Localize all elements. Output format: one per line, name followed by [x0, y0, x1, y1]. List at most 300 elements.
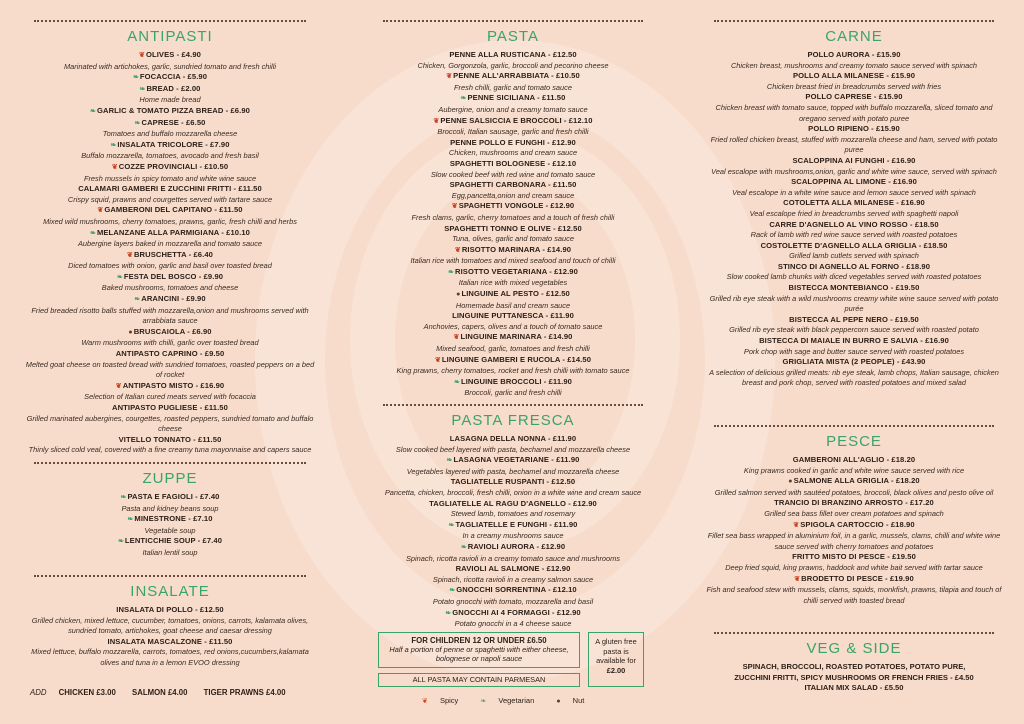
menu-item-name: [22, 381, 318, 393]
menu-item-name: [702, 156, 1006, 167]
menu-item: [702, 156, 1006, 177]
menu-item-description: Slow cooked beef with red wine and tomato sauce: [430, 169, 596, 179]
menu-item-description: Pasta and kidney beans soup: [121, 503, 219, 513]
menu-item-description: King prawns cooked in garlic and white wine sauce served with rice: [743, 465, 965, 475]
menu-item-name: [22, 228, 318, 240]
menu-item: [372, 50, 654, 71]
menu-item: [372, 267, 654, 289]
menu-item-title: SPAGHETTI BOLOGNESE - £12.10: [449, 158, 577, 168]
divider: [714, 632, 994, 634]
menu-item-name: [372, 434, 654, 445]
menu-item-title: BRODETTO DI PESCE - £19.90: [801, 573, 914, 583]
menu-item-description: Deep fried squid, king prawns, haddock and white bait served with tartar sauce: [725, 562, 983, 572]
menu-item-description: Melted goat cheese on toasted bread with sundried tomatoes, roasted peppers on a bed of rocket: [25, 359, 315, 380]
menu-item-name: [372, 542, 654, 554]
menu-item-name: [702, 476, 1006, 488]
menu-item: [22, 349, 318, 381]
divider: [383, 20, 642, 22]
gluten-note-box: [588, 632, 644, 687]
menu-item-description: Slow cooked beef layered with pasta, bechamel and mozzarella cheese: [395, 444, 631, 454]
menu-list: [702, 455, 1006, 606]
menu-item-description: Chicken, Gorgonzola, garlic, broccoli and pecorino cheese: [417, 60, 609, 70]
menu-item-title: RAVIOLI AURORA - £12.90: [467, 541, 566, 551]
divider: [34, 462, 306, 464]
menu-item-name: [372, 585, 654, 597]
menu-item: [372, 564, 654, 585]
menu-item-name: [22, 327, 318, 339]
menu-item-name: [22, 272, 318, 284]
menu-item-name: [702, 50, 1006, 61]
menu-item-name: [22, 205, 318, 217]
menu-item-title: LINGUINE AL PESTO - £12.50: [461, 289, 570, 299]
chilli-icon: ❦: [794, 575, 801, 583]
menu-item-name: [372, 455, 654, 467]
gluten-note: A gluten free pasta is available for: [595, 637, 637, 665]
menu-item: [372, 434, 654, 455]
leaf-icon: ❧: [449, 587, 456, 595]
menu-item-description: Mixed seafood, garlic, tomatoes and fresh chilli: [436, 344, 590, 354]
menu-item-description: In a creamy mushrooms sauce: [462, 531, 564, 541]
menu-item-description: Diced tomatoes with onion, garlic and basil over toasted bread: [68, 261, 272, 271]
leaf-icon: ❧: [89, 229, 96, 237]
leaf-icon: ❧: [127, 516, 134, 524]
section-title: CARNE: [825, 28, 883, 45]
nut-icon: ●: [556, 698, 561, 705]
menu-list: [372, 434, 654, 630]
menu-item-name: [702, 283, 1006, 294]
menu-item: [22, 118, 318, 140]
menu-item-name: [702, 71, 1006, 82]
menu-item-title: LASAGNA VEGETARIANE - £11.90: [453, 455, 580, 465]
menu-item: [22, 435, 318, 456]
chilli-icon: ❦: [454, 246, 461, 254]
menu-item-name: [22, 536, 318, 548]
menu-item-title: PENNE POLLO E FUNGHI - £12.90: [450, 137, 576, 147]
menu-item: [22, 294, 318, 327]
menu-item-title: CARRE D'AGNELLO AL VINO ROSSO - £18.50: [769, 219, 939, 229]
menu-item-title: BRUSCHETTA - £6.40: [133, 249, 213, 259]
menu-item-title: VITELLO TONNATO - £11.50: [118, 434, 222, 444]
menu-item-title: ANTIPASTO MISTO - £16.90: [122, 380, 225, 390]
menu-item: [702, 92, 1006, 124]
menu-item-name: [372, 159, 654, 170]
add-label: ADD: [30, 688, 47, 697]
menu-item: [702, 336, 1006, 357]
menu-item-name: [702, 336, 1006, 347]
menu-item-title: POLLO AURORA - £15.90: [807, 50, 901, 59]
section-antipasti: [22, 20, 318, 456]
menu-item-description: Anchovies, capers, olives and a touch of tomato sauce: [423, 321, 603, 331]
menu-item-name: [22, 140, 318, 152]
side-line: SPINACH, BROCCOLI, ROASTED POTATOES, POTATO PURE,: [742, 662, 966, 671]
menu-item-description: Grilled rib eye steak with black peppercorn sauce served with roasted potato: [729, 325, 979, 335]
menu-item-name: [22, 72, 318, 84]
add-option: CHICKEN £3.00: [58, 688, 116, 697]
side-line: ITALIAN MIX SALAD - £5.50: [804, 683, 904, 692]
menu-item-title: SCALOPPINA AL LIMONE - £16.90: [791, 177, 917, 187]
menu-item-description: Grilled chicken, mixed lettuce, cucumber, tomatoes, onions, carrots, kalamata olives, sundried tomato, artichokes, goat cheese and caesar dressing: [31, 615, 309, 636]
menu-item: [702, 498, 1006, 519]
divider: [34, 575, 306, 577]
menu-item-name: [22, 514, 318, 526]
menu-item-description: Warm mushrooms with chilli, garlic over toasted bread: [81, 338, 259, 348]
menu-item-title: ANTIPASTO CAPRINO - £9.50: [115, 349, 225, 359]
menu-item-description: Broccoli, Italian sausage, garlic and fresh chilli: [437, 127, 589, 137]
menu-item-name: [702, 498, 1006, 509]
leaf-icon: ❧: [453, 378, 460, 386]
leaf-icon: ❧: [134, 296, 141, 304]
section-title: PASTA: [487, 28, 539, 45]
side-line: ZUCCHINI FRITTI, SPICY MUSHROOMS OR FRENCH FRIES - £4.50: [734, 672, 974, 682]
menu-item-name: [372, 116, 654, 128]
menu-item: [372, 520, 654, 542]
leaf-icon: ❧: [110, 141, 117, 149]
menu-item-name: [372, 477, 654, 488]
leaf-icon: ❧: [90, 107, 96, 115]
chilli-icon: ❦: [451, 203, 458, 211]
section-pasta-fresca: [372, 404, 654, 630]
menu-item-description: Home made bread: [139, 95, 201, 105]
menu-item-description: Baked mushrooms, tomatoes and cheese: [101, 283, 239, 293]
chilli-icon: ❦: [453, 334, 460, 342]
menu-item: [372, 608, 654, 630]
legend-nut-label: Nut: [572, 696, 585, 705]
menu-item-description: Italian lentil soup: [142, 547, 198, 557]
menu-item-title: PENNE SALSICCIA E BROCCOLI - £12.10: [440, 115, 593, 125]
leaf-icon: ❧: [132, 74, 139, 82]
menu-item-title: LINGUINE MARINARA - £14.90: [460, 332, 573, 342]
menu-item-title: INSALATA DI POLLO - £12.50: [116, 605, 224, 614]
menu-item-name: [372, 138, 654, 149]
menu-item-name: [22, 435, 318, 446]
menu-item-description: Vegetable soup: [144, 525, 196, 535]
chilli-icon: ❦: [446, 73, 453, 81]
chilli-icon: ❦: [433, 117, 440, 125]
section-insalate: [22, 575, 318, 669]
menu-item-description: Spinach, ricotta ravioli in a creamy tomato sauce and mushrooms: [405, 553, 620, 563]
menu-item-description: Italian rice with mixed vegetables: [458, 278, 568, 288]
menu-item-title: SPIGOLA CARTOCCIO - £18.90: [800, 519, 915, 529]
menu-item-description: Aubergine layers baked in mozzarella and tomato sauce: [77, 239, 263, 249]
menu-item-name: [702, 241, 1006, 252]
add-ons-row: [30, 688, 300, 697]
menu-item-description: Fried breaded risotto balls stuffed with mozzarella,onion and mushrooms served with arrabbiata sauce: [31, 305, 309, 326]
children-desc: Half a portion of penne or spaghetti with either cheese, bolognese or napoli sauce: [389, 645, 569, 663]
menu-item-name: [702, 177, 1006, 188]
menu-item: [22, 84, 318, 106]
menu-item: [702, 71, 1006, 92]
menu-item-description: Slow cooked lamb chunks with diced vegetables served with roasted potatoes: [726, 272, 982, 282]
menu-item-name: [702, 92, 1006, 103]
menu-item-description: Selection of Italian cured meats served with focaccia: [84, 392, 256, 402]
menu-item-name: [702, 315, 1006, 326]
menu-item: [372, 332, 654, 354]
menu-item-title: RAVIOLI AL SALMONE - £12.90: [455, 564, 571, 574]
menu-item-name: [702, 520, 1006, 532]
menu-item: [22, 605, 318, 637]
menu-item-title: FOCACCIA - £5.90: [139, 72, 208, 82]
menu-item-title: SPAGHETTI TONNO E OLIVE - £12.50: [444, 223, 582, 233]
menu-item-title: COSTOLETTE D'AGNELLO ALLA GRIGLIA - £18.50: [760, 240, 948, 250]
menu-item-name: [22, 50, 318, 62]
menu-item-title: LASAGNA DELLA NONNA - £11.90: [449, 434, 577, 443]
menu-item-description: Grilled sea bass fillet over cream potatoes and spinach: [764, 508, 944, 518]
menu-item-name: [372, 180, 654, 191]
menu-item-title: TAGLIATELLE E FUNGHI - £11.90: [455, 519, 578, 529]
chilli-icon: ❦: [115, 382, 122, 390]
chilli-icon: ❦: [97, 207, 104, 215]
menu-item: [22, 162, 318, 184]
menu-item-title: PASTA E FAGIOLI - £7.40: [127, 492, 220, 501]
chilli-icon: ❦: [111, 163, 118, 171]
menu-item-description: A selection of delicious grilled meats: rib eye steak, lamb chops, Italian sausage, chicken breast and pork chop, served with roasted potatoes and mixed salad: [709, 367, 999, 388]
menu-item: [22, 72, 318, 84]
nut-icon: ●: [788, 478, 793, 486]
menu-item-name: [372, 355, 654, 367]
section-title: ANTIPASTI: [127, 28, 213, 45]
menu-item-title: POLLO CAPRESE - £15.90: [805, 92, 903, 102]
menu-item-title: GNOCCHI AI 4 FORMAGGI - £12.90: [452, 607, 581, 617]
legend-nut: [556, 696, 594, 705]
leaf-icon: ❧: [116, 273, 123, 281]
divider: [714, 425, 994, 427]
menu-item: [372, 116, 654, 138]
menu-item-title: TAGLIATELLE RUSPANTI - £12.50: [450, 477, 576, 487]
menu-item: [22, 50, 318, 72]
menu-item-description: Veal escalope with mushrooms,onion, garlic and white wine sauce, served with spinach: [711, 166, 997, 176]
leaf-icon: ❧: [460, 543, 467, 551]
menu-item: [702, 177, 1006, 198]
menu-item-name: [22, 605, 318, 616]
menu-item-title: CAPRESE - £6.50: [141, 117, 206, 127]
menu-item: [702, 283, 1006, 315]
menu-item: [22, 250, 318, 272]
menu-item-description: Pancetta, chicken, broccoli, fresh chilli, onion in a white wine and cream sauce: [384, 487, 642, 497]
menu-item-title: CALAMARI GAMBERI E ZUCCHINI FRITTI - £11.50: [78, 184, 262, 194]
menu-item: [372, 499, 654, 520]
menu-item-name: [22, 403, 318, 414]
menu-item-title: ANTIPASTO PUGLIESE - £11.50: [112, 403, 228, 412]
menu-item-title: GAMBERONI ALL'AGLIO - £18.20: [792, 455, 916, 464]
leaf-icon: ❧: [460, 95, 467, 103]
menu-item-title: GNOCCHI SORRENTINA - £12.10: [456, 585, 577, 595]
menu-item-name: [702, 124, 1006, 135]
menu-item-title: TRANCIO DI BRANZINO ARROSTO - £17.20: [774, 498, 934, 508]
menu-item: [22, 514, 318, 536]
menu-item-description: Pork chop with sage and butter sauce served with roasted potatoes: [743, 346, 965, 356]
leaf-icon: ❧: [134, 119, 141, 127]
menu-item: [702, 220, 1006, 241]
menu-item-title: FESTA DEL BOSCO - £9.90: [123, 271, 224, 281]
menu-item-name: [702, 552, 1006, 563]
menu-item: [702, 315, 1006, 336]
menu-item-description: Chicken breast, mushrooms and creamy tomato sauce served with spinach: [730, 60, 978, 70]
menu-item-name: [22, 106, 318, 118]
menu-item-description: Stewed lamb, tomatoes and rosemary: [450, 509, 576, 519]
menu-item-title: LINGUINE BROCCOLI - £11.90: [460, 376, 572, 386]
menu-item-description: Veal escalope in a white wine sauce and lemon sauce served with spinach: [732, 187, 976, 197]
section-carne: [702, 20, 1006, 389]
menu-item: [372, 377, 654, 399]
menu-item-title: STINCO DI AGNELLO AL FORNO - £18.90: [777, 261, 931, 271]
menu-item-title: INSALATA TRICOLORE - £7.90: [117, 139, 230, 149]
menu-item-title: LENTICCHIE SOUP - £7.40: [124, 536, 223, 546]
section-zuppe: [22, 462, 318, 559]
menu-item: [372, 138, 654, 159]
menu-item-description: Aubergine, onion and a creamy tomato sauce: [438, 104, 588, 114]
chilli-icon: ❦: [422, 698, 428, 705]
menu-item-title: SALMONE ALLA GRIGLIA - £18.20: [793, 476, 920, 486]
menu-item: [372, 455, 654, 477]
menu-list: [702, 50, 1006, 389]
menu-item: [702, 198, 1006, 219]
menu-item-description: Potato gnocchi in a 4 cheese sauce: [454, 619, 572, 629]
menu-item-description: Italian rice with tomatoes and mixed seafood and touch of chilli: [410, 256, 616, 266]
menu-item-description: Chicken breast with tomato sauce, topped with buffalo mozzarella, sliced tomato and oregano served with potato puree: [715, 102, 993, 123]
menu-item-title: SPAGHETTI VONGOLE - £12.90: [458, 201, 575, 211]
menu-item-name: [22, 118, 318, 130]
leaf-icon: ❧: [120, 494, 127, 501]
menu-item-description: Fresh clams, garlic, cherry tomatoes and a touch of fresh chilli: [411, 212, 615, 222]
divider: [383, 404, 642, 406]
menu-item-title: GAMBERONI DEL CAPITANO - £11.50: [104, 205, 243, 215]
menu-item: [702, 476, 1006, 498]
menu-item-title: GARLIC & TOMATO PIZZA BREAD - £6.90: [96, 105, 250, 115]
menu-item-name: [372, 520, 654, 532]
menu-item-name: [22, 492, 318, 504]
leaf-icon: ❧: [446, 457, 453, 465]
children-box: [378, 632, 580, 668]
menu-item-description: Grilled rib eye steak with a wild mushrooms creamy white wine sauce served with potato purée: [709, 293, 999, 314]
leaf-icon: ❧: [117, 538, 124, 546]
menu-item-title: ARANCINI - £9.90: [141, 294, 206, 304]
menu-list: [22, 605, 318, 669]
menu-item: [702, 574, 1006, 607]
legend-veg: [480, 696, 544, 705]
menu-item-title: BISTECCA MONTEBIANCO - £19.50: [788, 283, 920, 293]
menu-item: [702, 552, 1006, 573]
divider: [34, 20, 306, 22]
menu-item-name: [372, 245, 654, 257]
menu-item: [702, 455, 1006, 476]
menu-item: [22, 327, 318, 349]
menu-item-title: PENNE ALL'ARRABBIATA - £10.50: [453, 71, 580, 81]
menu-item: [372, 585, 654, 607]
menu-item-title: PENNE SICILIANA - £11.50: [467, 93, 566, 103]
menu-item-description: Rack of lamb with red wine sauce served with roasted potatoes: [750, 230, 958, 240]
menu-item: [22, 381, 318, 403]
menu-item-description: Crispy squid, prawns and courgettes served with tartare sauce: [67, 194, 273, 204]
menu-item-description: Tomatoes and buffalo mozzarella cheese: [102, 129, 238, 139]
section-pasta: [372, 20, 654, 399]
menu-item: [372, 245, 654, 267]
menu-item: [702, 357, 1006, 389]
menu-item-title: COTOLETTA ALLA MILANESE - £16.90: [783, 198, 925, 208]
leaf-icon: ❧: [448, 521, 455, 529]
menu-item-name: [22, 162, 318, 174]
menu-item-title: RISOTTO MARINARA - £14.90: [461, 244, 572, 254]
menu-item-name: [372, 564, 654, 575]
menu-item-name: [22, 294, 318, 306]
menu-item: [372, 477, 654, 498]
menu-item: [702, 241, 1006, 262]
menu-item-name: [702, 574, 1006, 586]
menu-item: [372, 311, 654, 332]
menu-item-description: Mixed lettuce, buffalo mozzarella, carrots, tomatoes, red onions,cucumbers,kalamata olives and tuna in a lemon EVOO dressing: [31, 647, 309, 667]
menu-item-name: [372, 267, 654, 279]
menu-item: [22, 106, 318, 118]
menu-item-description: Egg,pancetta,onion and cream sauce: [451, 190, 575, 200]
menu-item-name: [372, 608, 654, 620]
menu-item-name: [702, 455, 1006, 466]
menu-item-title: BRUSCAIOLA - £6.90: [133, 326, 212, 336]
menu-item-description: Grilled marinated aubergines, courgettes, roasted peppers, sundried tomato and buffalo cheese: [26, 413, 314, 434]
menu-item-title: POLLO ALLA MILANESE - £15.90: [792, 71, 916, 81]
menu-item-name: [702, 262, 1006, 273]
menu-list: [22, 492, 318, 559]
menu-item-title: POLLO RIPIENO - £15.90: [808, 124, 900, 134]
menu-item: [702, 124, 1006, 156]
legend-veg-label: Vegetarian: [498, 696, 535, 705]
menu-item: [372, 355, 654, 377]
section-title: INSALATE: [130, 583, 210, 600]
section-veg-side: [702, 632, 1006, 694]
menu-item-name: [22, 637, 318, 648]
menu-item: [22, 228, 318, 250]
add-option: TIGER PRAWNS £4.00: [203, 688, 286, 697]
menu-item-title: TAGLIATELLE AL RAGU D'AGNELLO - £12.90: [429, 498, 597, 508]
menu-item-description: Marinated with artichokes, garlic, sundried tomato and fresh chilli: [64, 61, 276, 71]
menu-item-title: MINESTRONE - £7.10: [134, 514, 213, 524]
menu-item: [22, 205, 318, 227]
menu-item-title: SCALOPPINA AI FUNGHI - £16.90: [792, 155, 916, 165]
menu-item-title: LINGUINE PUTTANESCA - £11.90: [452, 311, 574, 321]
menu-item-description: Fresh mussels in spicy tomato and white wine sauce: [83, 173, 257, 183]
menu-item-title: LINGUINE GAMBERI E RUCOLA - £14.50: [441, 354, 592, 364]
menu-item-description: Grilled salmon served with sautéed potatoes, broccoli, black olives and pesto olive oil: [714, 487, 994, 497]
menu-item-description: Spinach, ricotta ravioli in a creamy salmon sauce: [432, 574, 594, 584]
menu-item-description: Chicken breast fried in breadcrumbs served with fries: [766, 81, 942, 91]
menu-item-description: Grilled lamb cutlets served with spinach: [789, 251, 919, 261]
menu-item-title: RISOTTO VEGETARIANA - £12.90: [455, 266, 578, 276]
menu-item-name: [372, 311, 654, 322]
menu-item-description: Fried rolled chicken breast, stuffed with mozzarella cheese and ham, served with potato puree: [710, 134, 998, 155]
menu-item-title: FRITTO MISTO DI PESCE - £19.50: [792, 552, 916, 562]
menu-item: [372, 71, 654, 93]
nut-icon: ●: [128, 328, 133, 336]
menu-item: [702, 520, 1006, 553]
menu-item-description: Thinly sliced cold veal, covered with a fine creamy tuna mayonnaise and capers sauce: [28, 445, 312, 455]
legend-spicy-label: Spicy: [439, 696, 459, 705]
nut-icon: ●: [456, 291, 461, 299]
menu-item-description: Veal escalope fried in breadcrumbs served with spaghetti napoli: [749, 208, 959, 218]
menu-item-name: [702, 220, 1006, 231]
menu-item-description: Fresh chilli, garlic and tomato sauce: [454, 82, 572, 92]
menu-item-description: Chicken, mushrooms and cream sauce: [448, 148, 578, 158]
menu-item-title: PENNE ALLA RUSTICANA - £12.50: [449, 50, 577, 59]
chilli-icon: ❦: [139, 52, 145, 59]
menu-item-description: Fish and seafood stew with mussels, clams, squids, monkfish, prawns, tilapia and touch of chilli served with toasted bread: [706, 585, 1002, 605]
legend-spicy: [422, 696, 468, 705]
menu-item: [702, 262, 1006, 283]
menu-item: [702, 50, 1006, 71]
section-title: PESCE: [826, 433, 882, 450]
gluten-price: £2.00: [606, 665, 626, 675]
menu-item-name: [22, 184, 318, 195]
menu-item-name: [372, 224, 654, 235]
menu-item-description: Tuna, olives, garlic and tomato sauce: [452, 234, 574, 244]
chilli-icon: ❦: [434, 356, 441, 364]
